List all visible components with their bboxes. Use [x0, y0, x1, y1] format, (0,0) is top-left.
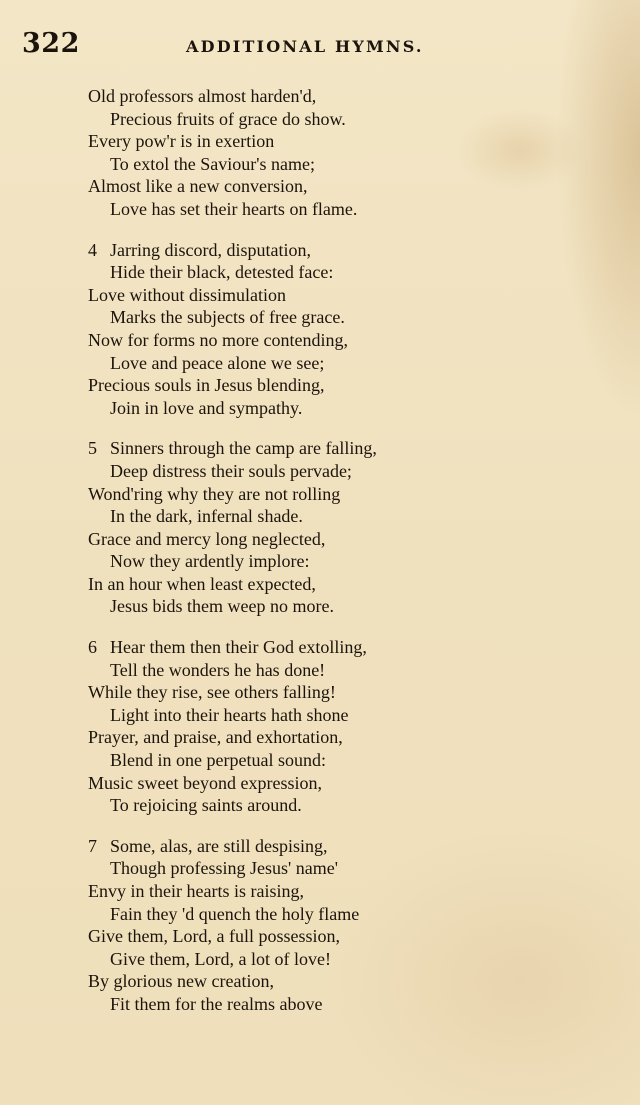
verse-line: Now they ardently implore: — [110, 551, 310, 572]
verse-line: Give them, Lord, a full possession, — [88, 926, 340, 947]
verse-line: Fain they 'd quench the holy flame — [110, 903, 360, 924]
stanza-4 — [88, 239, 508, 420]
verse-line: Give them, Lord, a lot of love! — [110, 948, 331, 969]
verse-line: Blend in one perpetual sound: — [110, 750, 326, 771]
verse-line: Hide their black, detested face: — [110, 262, 334, 283]
verse-line: Tell the wonders he has done! — [110, 659, 326, 680]
stanza-6 — [88, 636, 508, 817]
stanza-number: 4 — [88, 239, 97, 260]
stanza-number: 6 — [88, 637, 97, 658]
stanza-number: 5 — [88, 438, 97, 459]
verse-line: Old professors almost harden'd, — [88, 86, 317, 106]
verse-line: By glorious new creation, — [88, 971, 274, 992]
stanza-7 — [88, 835, 508, 1016]
verse-line: Deep distress their souls pervade; — [110, 460, 352, 481]
verse-line-text: Hear them then their God extolling, — [110, 637, 367, 658]
verse-line: Envy in their hearts is raising, — [88, 881, 304, 901]
stanza-number: 7 — [88, 835, 97, 856]
verse-line: In an hour when least expected, — [88, 573, 316, 594]
verse-line: Precious fruits of grace do show. — [110, 108, 346, 129]
verse-line: To rejoicing saints around. — [110, 795, 302, 816]
verse-line: Every pow'r is in exertion — [88, 131, 275, 152]
verse-line: Love without dissimulation — [88, 284, 286, 305]
verse-line: In the dark, infernal shade. — [110, 506, 303, 527]
verse-line-text: Sinners through the camp are falling, — [110, 438, 377, 459]
verse-line: Prayer, and praise, and exhortation, — [88, 727, 343, 748]
verse-line: Light into their hearts hath shone — [110, 704, 349, 725]
stanza-continued — [88, 85, 508, 221]
verse-line: Jesus bids them weep no more. — [110, 596, 334, 617]
verse-line: Grace and mercy long neglected, — [88, 528, 326, 549]
hymn-text — [88, 85, 508, 1034]
verse-line: To extol the Saviour's name; — [110, 153, 315, 174]
page-number: 322 — [22, 28, 80, 59]
verse-line: While they rise, see others falling! — [88, 682, 336, 703]
verse-line: Join in love and sympathy. — [110, 397, 303, 418]
verse-line — [88, 835, 508, 858]
verse-line-text: Some, alas, are still despising, — [110, 835, 328, 856]
verse-line — [88, 437, 508, 460]
verse-line — [88, 636, 508, 659]
verse-line: Fit them for the realms above — [110, 993, 323, 1014]
verse-line — [88, 239, 508, 262]
verse-line-text: Jarring discord, disputation, — [110, 239, 311, 260]
stanza-5 — [88, 437, 508, 618]
verse-line: Music sweet beyond expression, — [88, 772, 322, 793]
page-header — [22, 28, 442, 68]
verse-line: Precious souls in Jesus blending, — [88, 375, 325, 396]
verse-line: Though professing Jesus' name' — [110, 858, 338, 879]
running-head: ADDITIONAL HYMNS. — [186, 37, 424, 56]
verse-line: Love has set their hearts on flame. — [110, 198, 358, 219]
verse-line: Almost like a new conversion, — [88, 176, 308, 197]
verse-line: Marks the subjects of free grace. — [110, 307, 345, 328]
verse-line: Wond'ring why they are not rolling — [88, 483, 341, 504]
verse-line: Love and peace alone we see; — [110, 352, 325, 373]
verse-line: Now for forms no more contending, — [88, 329, 348, 350]
